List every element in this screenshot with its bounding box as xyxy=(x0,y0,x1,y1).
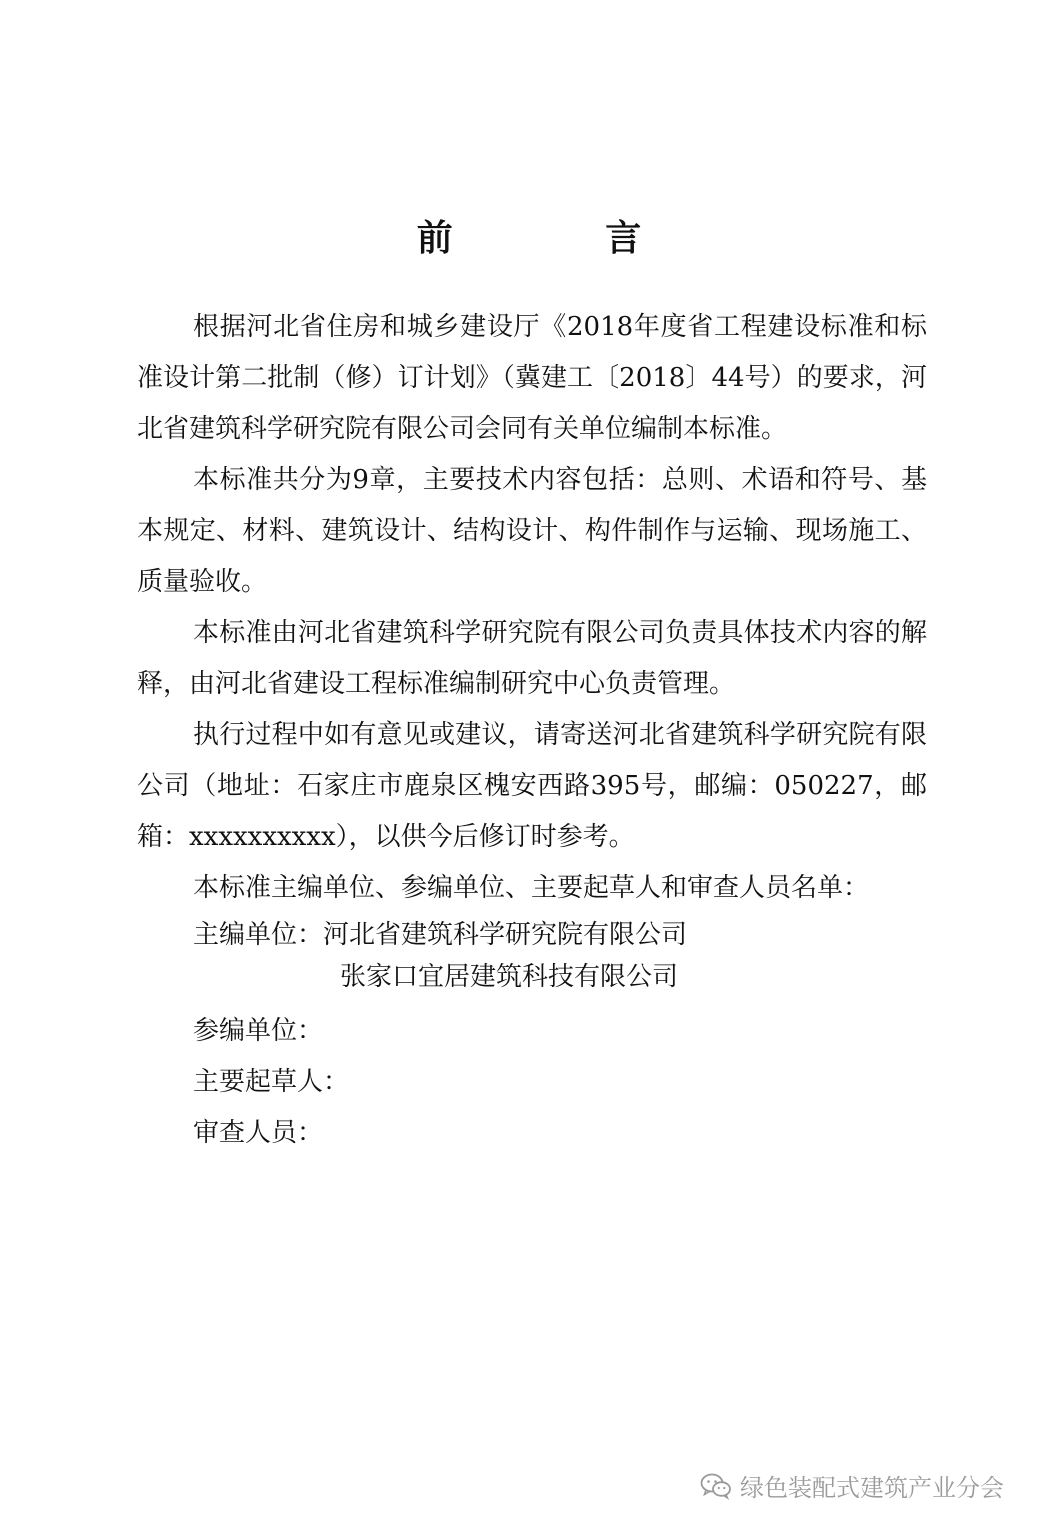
preface-body xyxy=(137,302,927,1159)
paragraph-responsibility: 本标准由河北省建筑科学研究院有限公司负责具体技术内容的解释，由河北省建设工程标准编制研究中心负责管理。 xyxy=(137,618,927,699)
wechat-icon xyxy=(700,1472,732,1500)
paragraph-feedback: 执行过程中如有意见或建议，请寄送河北省建筑科学研究院有限公司（地址：石家庄市鹿泉区槐安西路395号，邮编：050227，邮箱：xxxxxxxxxx），以供今后修订时参考。 xyxy=(137,720,927,852)
paragraph-plan-basis: 根据河北省住房和城乡建设厅《2018年度省工程建设标准和标准设计第二批制（修）订计划》（冀建工〔2018〕44号）的要求，河北省建筑科学研究院有限公司会同有关单位编制本标准。 xyxy=(137,312,927,444)
chief-unit-2: 张家口宜居建筑科技有限公司 xyxy=(340,962,679,992)
paragraph-chapters: 本标准共分为9章，主要技术内容包括：总则、术语和符号、基本规定、材料、建筑设计、结构设计、构件制作与运输、现场施工、质量验收。 xyxy=(137,465,927,597)
chief-units-label: 主编单位： xyxy=(193,920,324,950)
list-intro: 本标准主编单位、参编单位、主要起草人和审查人员名单： xyxy=(193,873,870,903)
chief-units-line xyxy=(137,914,927,956)
page-title: 前 言 xyxy=(416,218,712,259)
participating-units-label: 参编单位： xyxy=(193,1016,324,1046)
main-drafters-label: 主要起草人： xyxy=(193,1067,350,1097)
chief-unit-1: 河北省建筑科学研究院有限公司 xyxy=(323,920,688,950)
watermark xyxy=(700,1468,1004,1503)
reviewers-label: 审查人员： xyxy=(193,1118,324,1148)
watermark-text: 绿色装配式建筑产业分会 xyxy=(740,1474,1004,1502)
